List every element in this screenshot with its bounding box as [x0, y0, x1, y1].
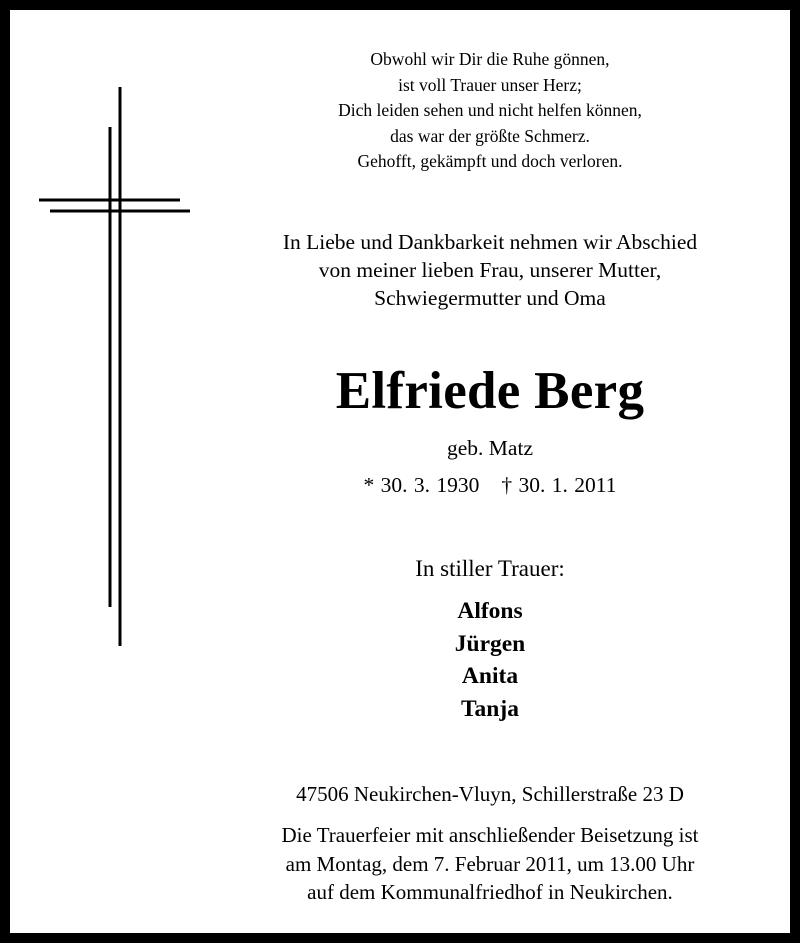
- mourner-name: Jürgen: [454, 630, 526, 657]
- birth-date: * 30. 3. 1930: [363, 473, 480, 497]
- poem-line: Dich leiden sehen und nicht helfen können,: [338, 100, 642, 120]
- mourner-name: Tanja: [461, 695, 519, 722]
- ceremony-line: auf dem Kommunalfriedhof in Neukirchen.: [307, 880, 673, 904]
- mourner-name: Anita: [461, 663, 519, 689]
- ceremony-line: Die Trauerfeier mit anschließender Beisetzung ist: [281, 823, 699, 847]
- mourning-heading: In stiller Trauer:: [415, 556, 565, 581]
- farewell-text: [190, 228, 790, 312]
- deceased-name: Elfriede Berg: [335, 362, 645, 420]
- poem-line: Obwohl wir Dir die Ruhe gönnen,: [370, 49, 610, 69]
- poem-line: das war der größte Schmerz.: [390, 125, 590, 146]
- farewell-line: von meiner lieben Frau, unserer Mutter,: [318, 258, 662, 282]
- mourner-name: Alfons: [457, 598, 523, 624]
- birth-name: geb. Matz: [447, 436, 533, 460]
- mourner-names: [190, 595, 790, 725]
- poem-line: Gehofft, gekämpft und doch verloren.: [357, 151, 623, 171]
- farewell-line: Schwiegermutter und Oma: [374, 286, 606, 310]
- farewell-line: In Liebe und Dankbarkeit nehmen wir Abschied: [282, 230, 698, 254]
- death-date: † 30. 1. 2011: [501, 473, 617, 497]
- ceremony-info: [190, 821, 790, 907]
- poem-line: ist voll Trauer unser Herz;: [398, 74, 582, 95]
- poem: [190, 47, 790, 175]
- ceremony-line: am Montag, dem 7. Februar 2011, um 13.00 Uhr: [285, 851, 695, 876]
- address: 47506 Neukirchen-Vluyn, Schillerstraße 23 D: [296, 782, 684, 806]
- life-dates: [190, 471, 790, 499]
